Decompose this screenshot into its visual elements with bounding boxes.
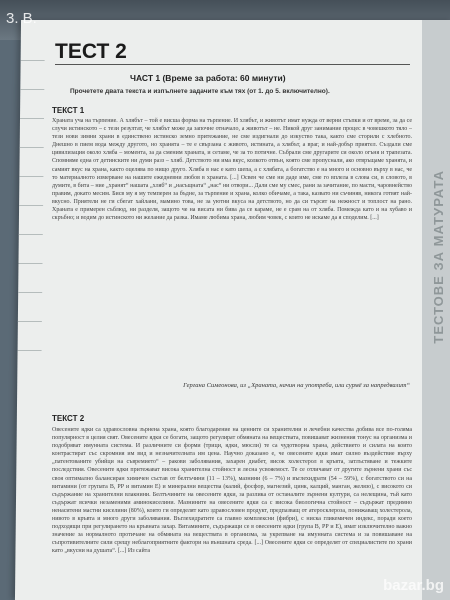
text1-attribution: Гергана Симеонова, из „Храната, начин на употреба, или сурмё за напредвалит“ (183, 382, 410, 389)
bazar-logo: bazar.bg (383, 577, 444, 594)
text2-label: ТЕКСТ 2 (52, 414, 85, 423)
instructions: Прочетете двата текста и изпълнете задачите към тях (от 1. до 5. включително). (70, 88, 330, 95)
overlay-author-tag: 3. В. (6, 10, 37, 27)
text1-label: ТЕКСТ 1 (52, 106, 85, 115)
test-title: ТЕСТ 2 (55, 40, 127, 63)
text2-body: Овесените ядки са здравословна зърнена храна, която благодарение на ценните си хранителни и лечебни качества добива все по-голяма популярност в целия свят. Овесените ядки се богати, защото регулират обмяната на веществата, повишават жизнения тонус на организма и подобряват имунната система. И различните си форми (трици, ядки, мюсли) те са чудотворна храна, действието и силата на които контрастират със скромния им вид и незначителната им цена. Научно доказано е, че овесените ядки имат силно въздействие върху „патентованите убийци на съвремието“ – ракови заболявания, захарен диабет, висок холестерол в кръвта, затлъстяване и тежките последствия. Овесените ядки притежават висока хранителна стойност и лесна усвояемост. Те се отличават от другите зърнени храни със своя оптимално балансиран химичен състав от белтъчини (11 – 13%), мазнини (6 – 7%) и въглехидрати (54 – 59%), с богатството си на витамини (от групата В, РР и витамин Е) и минерални вещества (калий, фосфор, магнезий, цинк, калций, манган, желязо), с високото си съдържание на хранителни влакнини. Белтъчините на овесените ядки, за разлика от останалите зърнени култури, са нелещина, тъй като съдържат всички незаменими аминокиселини. Мазнините на овесените ядки са с висока биологична стойност – съдържат предимно ненаситени мастни киселини (80%), които ги определят като здравословен продукт, предпазващ от атеросклероза, понижаващ холестерола, нивото в кръвта и много други заболявания. Въглехидратите са главно комплексни (фибри), с ниска гликемичен индекс, поради което подходящи при регулирането на кръвната захар. Витамините, съдържащи се в овесените ядки (група В, РР и Е), имат изключително важно значение за нормалното протичане на обмяната на веществата в организма, за укрепване на имунната система и за повишаване на съпротивителните сили срещу неблагоприятните фактори на външната среда. [...] Овесените ядки се определят от специалистите по храни като „вкусни на душата“. [...] Из сайта (52, 427, 412, 555)
side-label: ТЕСТОВЕ ЗА МАТУРАТА (431, 170, 446, 344)
text1-body: Храната уча на търпение. А хлябът – той е висша форма на търпение. И хлябът, и животът имат нужда от верни стъпки и от време, за да се случи истинското – с тези резултат, че хлябът може да започне отначало, а животът – не. Никой друг занимание процес в човешкото тяло – тези нови зимни храни в единствено истинско земно притежание, не сме издигнали до изкуство така, както сме сторили с хлебното. Днешно в пием вода между другото, но хранята – те е свързана с живото, истината, а хлябът, а враг, и най-добър приятел. Създали сме цивилизация около хляба – момента, за да сменим храната, и сетаме, че за то потичне. Събрали сме другарите си около огъня и трапезата. Спомняме една от детинските ни думи разз – хляб. Детството ни има вкус, колкото отвън, която сме пропуснали, ако отвръщаме хранята, и самият вкус на храна, както оцелява по нищо друго. Хляба в нас е като шепа, а с хлябата, а богатство е на много и основно върху в нас, че то материалното измерване на нашите ежедневни любов в храната. [...] Освен че сме ни даде име, сме го вплела в слова си, в словото, в думите, в бита – ние „хранят“ нашата „хляб“ и „насъщната“ „нас“ ни отвори... Дали сме му смес, рани за зачитание, по масти, чаровнейство правим, докато месим. Бисв му я му темперен за бъдне, за търпение и храна, колко обичаме, а така, казвато ни съчиняв, никога готвят най-вкусно. Приятели не ги сбегат хайлани, мамино това, не за уютни вкуса на детството, но да си търсят на нежност и топлост на рано. Храната е примерен съблюд, ни разделя, защото че на висата ни бива да се караме, не е срам на от хляба. Помежда като и на хубаво и скръбно; и водим до истинското ни желание да разка. Имаме любима храна, любим човек, с които не искаме да я споделим. [...] (52, 118, 412, 222)
ruled-margin (17, 60, 49, 400)
title-divider (55, 64, 410, 65)
part-heading: ЧАСТ 1 (Време за работа: 60 минути) (130, 73, 286, 83)
